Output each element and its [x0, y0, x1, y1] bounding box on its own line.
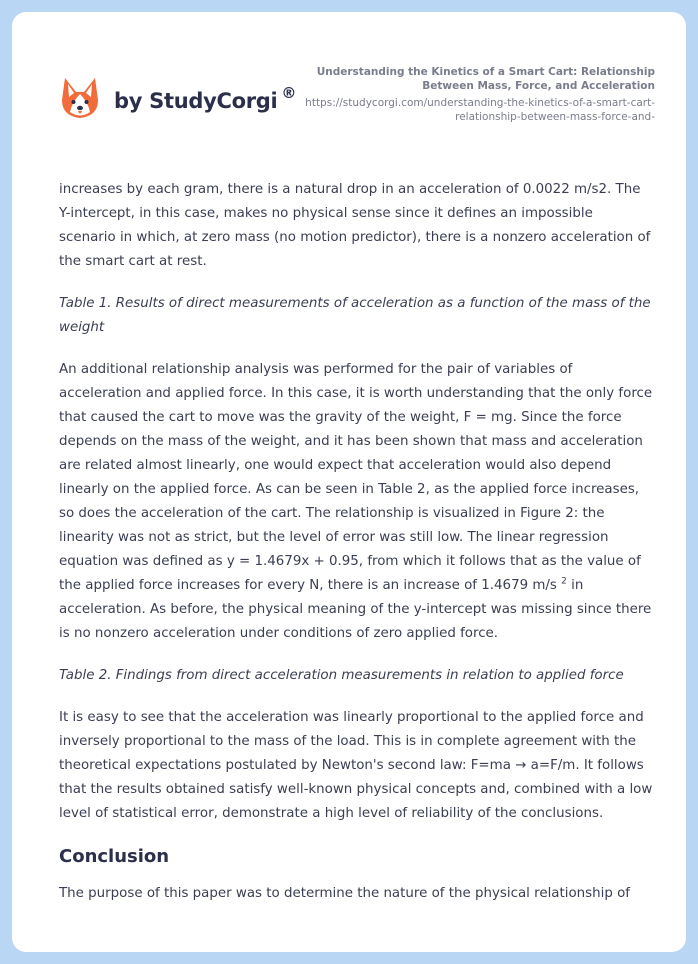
- paragraph: The purpose of this paper was to determine the nature of the physical relationship of: [59, 886, 630, 901]
- section-heading: Conclusion: [59, 846, 170, 867]
- paragraph: increases by each gram, there is a natural drop in an acceleration of 0.0022 m/s2. The Y-intercept, in this case, makes no physical sense since it defines an impossible scenario in which, at zero mass (no motion predictor), there is a nonzero acceleration of the smart cart at rest.: [59, 182, 651, 269]
- studycorgi-logo[interactable]: [60, 76, 296, 120]
- document-url[interactable]: https://studycorgi.com/understanding-the-kinetics-of-a-smart-cart-relationship-between-mass-force-and-: [305, 97, 655, 123]
- paragraph: It is easy to see that the acceleration was linearly proportional to the applied force and inversely proportional to the mass of the load. This is in complete agreement with the theoretical expectations postulated by Newton's second law: F=ma → a=F/m. It follows that the results obtained satisfy well-known physical concepts and, combined with a low level of statistical error, demonstrate a high level of reliability of the conclusions.: [59, 710, 653, 821]
- corgi-icon: [60, 76, 100, 120]
- document-page: [12, 12, 686, 952]
- document-meta: [295, 65, 655, 124]
- table-caption: Table 2. Findings from direct acceleration measurements in relation to applied force: [59, 668, 624, 683]
- superscript: 2: [561, 576, 567, 587]
- paragraph: [59, 358, 653, 646]
- document-title: Understanding the Kinetics of a Smart Cart: Relationship Between Mass, Force, and Acceleration: [316, 66, 655, 92]
- paragraph-text: An additional relationship analysis was performed for the pair of variables of acceleration and applied force. In this case, it is worth understanding that the only force that caused the cart to move was the gravity of the weight, F = mg. Since the force depends on the mass of the weight, and it has been shown that mass and acceleration are related almost linearly, one would expect that acceleration would also depend linearly on the applied force. As can be seen in Table 2, as the applied force increases, so does the acceleration of the cart. The relationship is visualized in Figure 2: the linearity was not as strict, but the level of error was still low. The linear regression equation was defined as y = 1.4679x + 0.95, from which it follows that as the value of the applied force increases for every N, there is an increase of 1.4679 m/s: [59, 362, 653, 593]
- document-body: [59, 178, 653, 924]
- table-caption: Table 1. Results of direct measurements of acceleration as a function of the mass of the weight: [59, 296, 651, 335]
- brand-name: by StudyCorgi ®: [114, 84, 297, 113]
- registered-mark: ®: [281, 84, 297, 102]
- paragraph-text: in acceleration. As before, the physical meaning of the y-intercept was missing since there is no nonzero acceleration under conditions of zero applied force.: [59, 578, 652, 641]
